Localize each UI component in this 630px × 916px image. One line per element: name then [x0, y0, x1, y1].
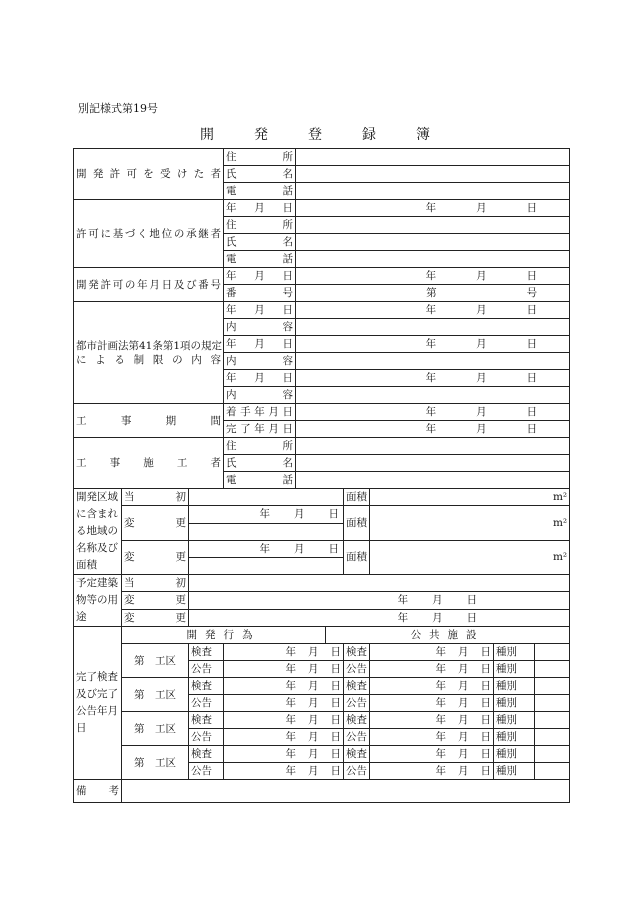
notice-label: 公告	[189, 729, 224, 746]
type-label: 種別	[494, 644, 535, 661]
type-label: 種別	[494, 729, 535, 746]
successor-label: 許可に基づく地位の承継者	[74, 200, 224, 268]
type-label: 種別	[494, 661, 535, 678]
date-cell[interactable]: 年 月 日	[370, 678, 494, 695]
zone-label: 第 工区	[122, 678, 189, 712]
type-label: 種別	[494, 695, 535, 712]
value-cell[interactable]	[296, 472, 570, 489]
inspection-label: 検査	[189, 678, 224, 695]
date-cell[interactable]: 年 月 日	[224, 661, 344, 678]
value-cell[interactable]	[189, 575, 570, 592]
inspection-label: 検査	[344, 678, 370, 695]
date-cell[interactable]: 年 月 日	[370, 644, 494, 661]
inspection-label: 検査	[344, 746, 370, 763]
page-title: 開 発 登 録 簿	[200, 127, 430, 143]
date-cell[interactable]: 年 月 日	[370, 729, 494, 746]
building-use-label: 予定建築物等の用途	[74, 575, 122, 627]
notice-label: 公告	[189, 763, 224, 780]
date-cell[interactable]: 年 月 日	[224, 695, 344, 712]
notice-label: 公告	[344, 695, 370, 712]
area-field-label: 面積	[344, 506, 370, 541]
type-value[interactable]	[535, 712, 570, 729]
value-cell[interactable]	[189, 489, 344, 506]
inspection-label: 検査	[344, 712, 370, 729]
date-cell[interactable]: 年 月 日	[296, 200, 570, 217]
area-field-label: 面積	[344, 540, 370, 575]
area-value-cell[interactable]: m²	[370, 506, 570, 541]
date-cell[interactable]: 年 月 日	[370, 746, 494, 763]
type-label: 種別	[494, 746, 535, 763]
completion-label: 完了検査及び完了公告年月日	[74, 627, 122, 780]
field-label: 年月日	[224, 302, 296, 319]
inspection-label: 検査	[189, 746, 224, 763]
remarks-value[interactable]	[122, 780, 570, 803]
type-value[interactable]	[535, 644, 570, 661]
field-label: 完了年月日	[224, 421, 296, 438]
value-cell[interactable]	[296, 149, 570, 166]
area-value-cell[interactable]: m²	[370, 540, 570, 575]
date-cell[interactable]: 年 月 日	[296, 302, 570, 319]
inspection-label: 検査	[189, 712, 224, 729]
type-value[interactable]	[535, 746, 570, 763]
field-label: 年月日	[224, 268, 296, 285]
field-label: 住所	[224, 217, 296, 234]
date-cell[interactable]: 年 月 日	[224, 746, 344, 763]
zone-label: 第 工区	[122, 644, 189, 678]
date-cell[interactable]: 年 月 日	[224, 712, 344, 729]
field-label: 住所	[224, 149, 296, 166]
date-cell[interactable]: 年 月 日	[296, 370, 570, 387]
field-label: 年月日	[224, 336, 296, 353]
date-cell[interactable]: 年 月 日	[224, 644, 344, 661]
field-label: 住所	[224, 438, 296, 455]
value-cell[interactable]	[189, 523, 344, 540]
area-label: 開発区域に含まれる地域の名称及び面積	[74, 489, 122, 575]
type-value[interactable]	[535, 678, 570, 695]
date-cell[interactable]: 年 月 日	[189, 506, 344, 524]
area-field-label: 面積	[344, 489, 370, 506]
change-label: 変更	[122, 506, 189, 541]
form-id: 別記様式第19号	[78, 102, 158, 115]
type-label: 種別	[494, 712, 535, 729]
notice-label: 公告	[344, 763, 370, 780]
field-label: 電話	[224, 472, 296, 489]
field-label: 氏名	[224, 455, 296, 472]
value-cell[interactable]	[296, 234, 570, 251]
permit-number-label: 開発許可の年月日及び番号	[74, 268, 224, 302]
value-cell[interactable]	[296, 438, 570, 455]
initial-label: 当初	[122, 489, 189, 506]
type-value[interactable]	[535, 661, 570, 678]
change-label: 変更	[122, 609, 189, 626]
date-cell[interactable]: 年 月 日	[370, 695, 494, 712]
number-cell[interactable]: 第 号	[296, 285, 570, 302]
field-label: 年月日	[224, 370, 296, 387]
value-cell[interactable]	[296, 251, 570, 268]
date-cell[interactable]: 年 月 日	[296, 404, 570, 421]
field-label: 氏名	[224, 166, 296, 183]
field-label: 年月日	[224, 200, 296, 217]
date-cell[interactable]: 年 月 日	[296, 421, 570, 438]
period-label: 工事期間	[74, 404, 224, 438]
registration-table	[73, 148, 570, 803]
value-cell[interactable]	[189, 558, 344, 575]
date-cell[interactable]: 年 月 日	[189, 592, 570, 609]
type-value[interactable]	[535, 763, 570, 780]
date-cell[interactable]: 年 月 日	[224, 763, 344, 780]
notice-label: 公告	[344, 729, 370, 746]
date-cell[interactable]: 年 月 日	[370, 712, 494, 729]
field-label: 電話	[224, 183, 296, 200]
value-cell[interactable]	[296, 217, 570, 234]
remarks-label: 備考	[74, 780, 122, 803]
permittee-label: 開発許可を受けた者	[74, 149, 224, 200]
value-cell[interactable]	[296, 183, 570, 200]
date-cell[interactable]: 年 月 日	[189, 609, 570, 626]
notice-label: 公告	[344, 661, 370, 678]
type-value[interactable]	[535, 729, 570, 746]
type-label: 種別	[494, 763, 535, 780]
value-cell[interactable]	[296, 455, 570, 472]
field-label: 着手年月日	[224, 404, 296, 421]
value-cell[interactable]	[296, 166, 570, 183]
contractor-label: 工事施工者	[74, 438, 224, 489]
field-label: 番号	[224, 285, 296, 302]
date-cell[interactable]: 年 月 日	[370, 763, 494, 780]
date-cell[interactable]: 年 月 日	[224, 729, 344, 746]
change-label: 変更	[122, 592, 189, 609]
date-cell[interactable]: 年 月 日	[296, 268, 570, 285]
zone-label: 第 工区	[122, 746, 189, 780]
dev-header: 開発行為	[122, 627, 326, 644]
zone-label: 第 工区	[122, 712, 189, 746]
area-value-cell[interactable]: m²	[370, 489, 570, 506]
date-cell[interactable]: 年 月 日	[224, 678, 344, 695]
field-label: 内容	[224, 319, 296, 336]
notice-label: 公告	[189, 661, 224, 678]
type-label: 種別	[494, 678, 535, 695]
value-cell[interactable]	[296, 353, 570, 370]
field-label: 内容	[224, 387, 296, 404]
notice-label: 公告	[189, 695, 224, 712]
value-cell[interactable]	[296, 319, 570, 336]
restriction-label: 都市計画法第41条第1項の規定 による制限の内容	[74, 302, 224, 404]
pub-header: 公共施設	[326, 627, 570, 644]
date-cell[interactable]: 年 月 日	[296, 336, 570, 353]
date-cell[interactable]: 年 月 日	[370, 661, 494, 678]
date-cell[interactable]: 年 月 日	[189, 540, 344, 558]
change-label: 変更	[122, 540, 189, 575]
field-label: 電話	[224, 251, 296, 268]
field-label: 内容	[224, 353, 296, 370]
type-value[interactable]	[535, 695, 570, 712]
inspection-label: 検査	[189, 644, 224, 661]
inspection-label: 検査	[344, 644, 370, 661]
initial-label: 当初	[122, 575, 189, 592]
value-cell[interactable]	[296, 387, 570, 404]
field-label: 氏名	[224, 234, 296, 251]
